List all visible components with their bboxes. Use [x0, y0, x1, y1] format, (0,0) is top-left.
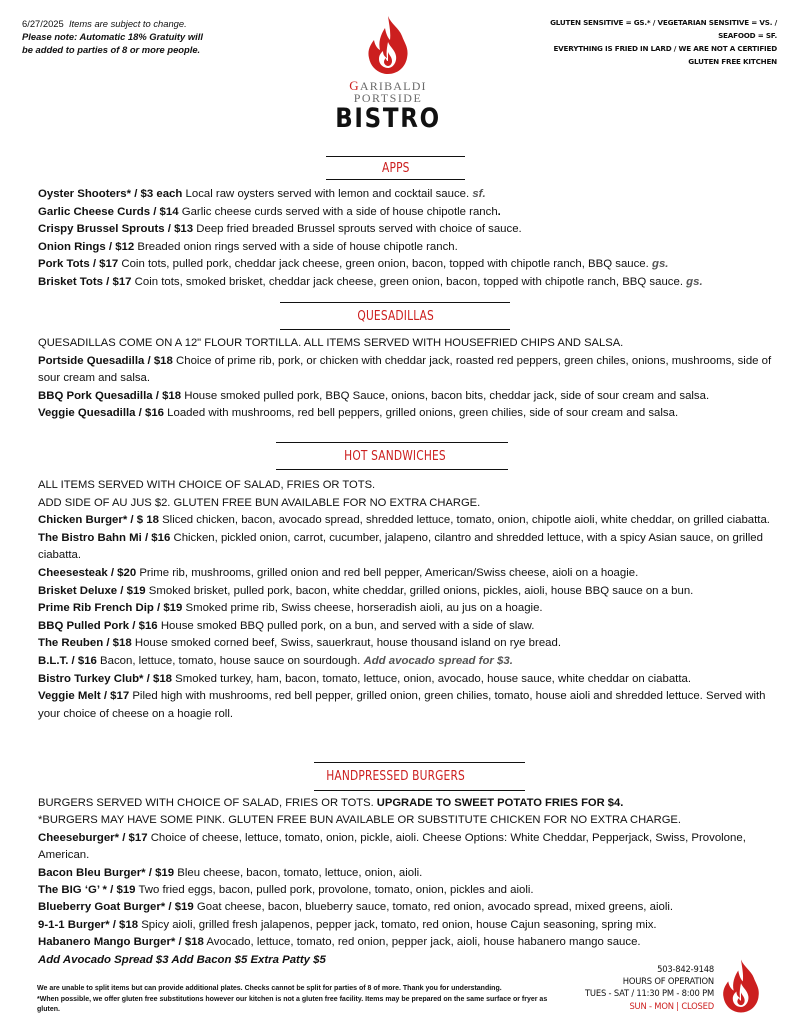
section-intro-2: *BURGERS MAY HAVE SOME PINK. GLUTEN FREE BUN AVAILABLE OR SUBSTITUTE CHICKEN FOR NO EXTRA CHARGE.: [38, 814, 681, 827]
menu-item: BBQ Pulled Pork / $16 House smoked BBQ pulled pork, on a bun, and served with a side of slaw.: [38, 619, 535, 632]
change-note: Items are subject to change.: [68, 18, 187, 29]
menu-item: Habanero Mango Burger* / $18 Avocado, lettuce, tomato, red onion, pepper jack, aioli, house habanero mango sauce.: [38, 936, 641, 949]
policy-split-checks: We are unable to split items but can provide additional plates. Checks cannot be split for parties of 8 of more. Thank you for understanding.: [37, 985, 502, 992]
rule-bottom: [276, 469, 508, 470]
menu-item: Prime Rib French Dip / $19 Smoked prime rib, Swiss cheese, horseradish aioli, au jus on a hoagie.: [38, 602, 543, 615]
section-intro-1: ALL ITEMS SERVED WITH CHOICE OF SALAD, FRIES OR TOTS.: [38, 479, 376, 491]
gratuity-note-line2: be added to parties of 8 or more people.: [22, 44, 201, 55]
logo-portside: PORTSIDE: [353, 91, 423, 105]
menu-item: The Reuben / $18 House smoked corned beef, Swiss, sauerkraut, house thousand island on rye bread.: [38, 637, 561, 650]
hours-open: TUES - SAT / 11:30 PM - 8:00 PM: [585, 988, 714, 999]
section-hot-sandwiches-header: [0, 437, 791, 471]
rule-bottom: [314, 790, 525, 791]
rule-top: [280, 302, 510, 303]
menu-item: Blueberry Goat Burger* / $19 Goat cheese, bacon, blueberry sauce, tomato, red onion, avocado spread, mixed greens, aioli.: [38, 901, 674, 914]
logo: [318, 14, 458, 134]
flame-icon: [365, 14, 411, 76]
menu-item: Pork Tots / $17 Coin tots, pulled pork, cheddar jack cheese, green onion, bacon, topped with chipotle ranch, BBQ sauce. gs.: [38, 258, 669, 271]
section-quesadillas-header: [0, 297, 791, 331]
menu-item: BBQ Pork Quesadilla / $18 House smoked pulled pork, BBQ Sauce, onions, bacon bits, cheddar jack, side of sour cream and salsa.: [38, 389, 710, 402]
menu-item: Chicken Burger* / $ 18 Sliced chicken, bacon, avocado spread, shredded lettuce, tomato, onion, chipotle aioli, white cheddar, on grilled ciabatta.: [38, 514, 770, 527]
section-intro: QUESADILLAS COME ON A 12" FLOUR TORTILLA. ALL ITEMS SERVED WITH HOUSEFRIED CHIPS AND SALSA.: [38, 337, 624, 349]
section-title-apps: APPS: [381, 161, 410, 176]
hours-label: HOURS OF OPERATION: [622, 976, 714, 987]
menu-item: Brisket Tots / $17 Coin tots, smoked brisket, cheddar jack cheese, green onion, bacon, topped with chipotle ranch, BBQ sauce. gs.: [38, 275, 703, 288]
legend-line1: GLUTEN SENSITIVE = GS.* / VEGETARIAN SENSITIVE = VS. / SEAFOOD = SF.: [550, 18, 777, 40]
rule-top: [314, 762, 525, 763]
phone-number: 503-842-9148: [657, 964, 714, 974]
burger-addons: Add Avocado Spread $3 Add Bacon $5 Extra Patty $5: [38, 953, 326, 966]
menu-item: 9-1-1 Burger* / $18 Spicy aioli, grilled fresh jalapenos, pepper jack, tomato, red onion, house Cajun seasoning, spring mix.: [38, 918, 657, 931]
menu-item: Cheeseburger* / $17 Choice of cheese, lettuce, tomato, onion, pickle, aioli. Cheese Options: White Cheddar, Pepperjack, Swiss, Provolone, American.: [38, 831, 746, 862]
menu-item: Brisket Deluxe / $19 Smoked brisket, pulled pork, bacon, white cheddar, grilled onions, pickles, aioli, house BBQ sauce on a bun.: [38, 584, 694, 597]
section-apps-header: [0, 152, 791, 182]
rule-top: [276, 442, 508, 443]
hot-sandwiches-list: [38, 477, 778, 723]
menu-item: Onion Rings / $12 Breaded onion rings served with a side of house chipotle ranch.: [38, 240, 458, 253]
rule-top: [326, 156, 465, 157]
menu-item: Garlic Cheese Curds / $14 Garlic cheese curds served with a side of house chipotle ranch.: [38, 205, 501, 218]
burgers-list: [38, 795, 778, 969]
date-line: [22, 17, 203, 30]
policy-gluten: *When possible, we offer gluten free substitutions however our kitchen is not a gluten free facility. Items may be prepared on the same surface or fryer as gluten.: [37, 995, 548, 1013]
section-intro-2: ADD SIDE OF AU JUS $2. GLUTEN FREE BUN AVAILABLE FOR NO EXTRA CHARGE.: [38, 496, 481, 509]
dietary-legend: [527, 16, 777, 68]
rule-bottom: [280, 329, 510, 330]
menu-item: Bistro Turkey Club* / $18 Smoked turkey, ham, bacon, tomato, lettuce, onion, avocado, house sauce, white cheddar on ciabatta.: [38, 672, 691, 685]
apps-list: [38, 186, 778, 292]
section-title-burgers: HANDPRESSED BURGERS: [326, 769, 465, 784]
legend-line2: EVERYTHING IS FRIED IN LARD / WE ARE NOT A CERTIFIED GLUTEN FREE KITCHEN: [553, 44, 777, 66]
menu-item: Bacon Bleu Burger* / $19 Bleu cheese, bacon, tomato, lettuce, onion, aioli.: [38, 866, 423, 879]
menu-item: Crispy Brussel Sprouts / $13 Deep fried breaded Brussel sprouts served with choice of sauce.: [38, 223, 522, 236]
section-title-quesadillas: QUESADILLAS: [357, 309, 434, 324]
addon-note: Add avocado spread for $3.: [363, 654, 513, 667]
menu-item: Veggie Melt / $17 Piled high with mushrooms, red bell pepper, grilled onion, green chilies, tomato, house aioli and shredded lettuce. Served with your choice of cheese on a hoagie roll.: [38, 690, 766, 720]
menu-item: The Bistro Bahn Mi / $16 Chicken, pickled onion, carrot, cucumber, jalapeno, cilantro and shredded lettuce, with a spicy Asian sauce, on grilled ciabatta.: [38, 531, 763, 562]
menu-item: Cheesesteak / $20 Prime rib, mushrooms, grilled onion and red bell pepper, American/Swiss cheese, aioli on a hoagie.: [38, 566, 639, 579]
header-notes: [22, 17, 203, 56]
menu-item: Oyster Shooters* / $3 each Local raw oysters served with lemon and cocktail sauce. sf.: [38, 188, 486, 200]
menu-item: The BIG ‘G’ * / $19 Two fried eggs, bacon, pulled pork, provolone, tomato, onion, pickles and aioli.: [38, 884, 534, 897]
flame-icon: [720, 957, 762, 1015]
footer-contact: [584, 963, 714, 1012]
footer-policies: [37, 984, 567, 1016]
section-intro-1: BURGERS SERVED WITH CHOICE OF SALAD, FRIES OR TOTS. UPGRADE TO SWEET POTATO FRIES FOR $4.: [38, 797, 624, 809]
logo-garibaldi: GARIBALDI: [349, 78, 427, 93]
menu-item: B.L.T. / $16 Bacon, lettuce, tomato, house sauce on sourdough. Add avocado spread for $3.: [38, 654, 513, 667]
section-title-hot-sandwiches: HOT SANDWICHES: [344, 449, 447, 464]
menu-item: Veggie Quesadilla / $16 Loaded with mushrooms, red bell peppers, grilled onions, green chilies, side of sour cream and salsa.: [38, 407, 679, 420]
quesadillas-list: [38, 335, 778, 423]
section-burgers-header: [0, 756, 791, 792]
gratuity-note-line1: Please note: Automatic 18% Gratuity will: [22, 31, 203, 42]
menu-date: 6/27/2025: [22, 18, 64, 29]
menu-item: Portside Quesadilla / $18 Choice of prime rib, pork, or chicken with cheddar jack, roasted red peppers, green chiles, onions, mushrooms, side of sour cream and salsa.: [38, 354, 772, 385]
rule-bottom: [326, 179, 465, 180]
logo-bistro: BISTRO: [335, 103, 441, 134]
hours-closed: SUN - MON | CLOSED: [629, 1000, 714, 1011]
